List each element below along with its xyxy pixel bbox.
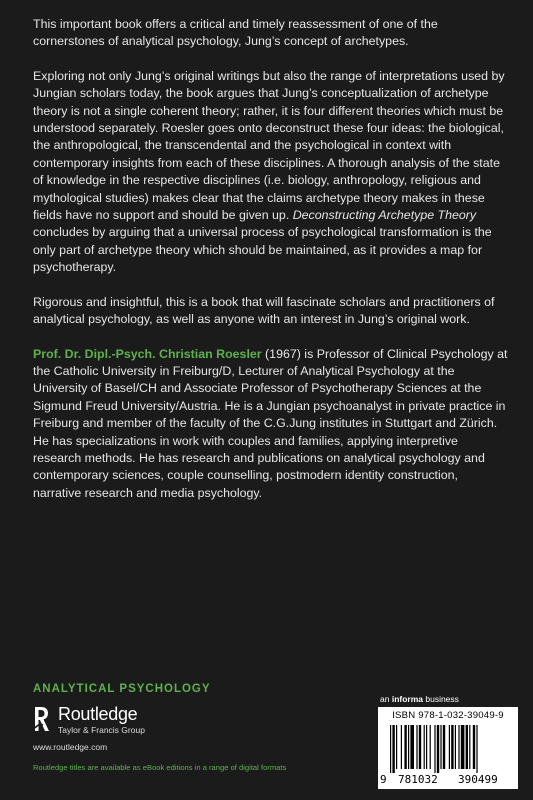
author-bio <box>33 346 508 503</box>
author-bio-text: (1967) is Professor of Clinical Psychology at the Catholic University in Freiburg/D, Lecturer of Analytical Psychology at the University of Basel/CH and Associate Professor of Psychotherapy Sciences at the Sigmund Freud University/Austria. He is a Jungian psychoanalyst in private practice in Freiburg and member of the faculty of the C.G.Jung institutes in Stuttgart and Zürich. He has specializations in work with couples and families, applying interpretive research methods. He has research and publications on analytical psychology and contemporary sciences, couple counselling, postmodern identity construction, narrative research and media psychology. <box>33 346 508 500</box>
publisher-website: www.routledge.com <box>33 742 108 752</box>
series-name: ANALYTICAL PSYCHOLOGY <box>33 683 211 695</box>
barcode-bar <box>430 725 431 769</box>
barcode-bar <box>410 725 414 769</box>
barcode-bar <box>466 725 468 769</box>
barcode-bar <box>473 725 475 769</box>
informa-name: informa <box>391 694 423 704</box>
barcode-bar <box>396 725 397 769</box>
isbn-barcode <box>378 707 518 789</box>
blurb-paragraph-3: Rigorous and insightful, this is a book that will fascinate scholars and practitioners of analytical psychology, as well as anyone with an interest in Jung’s original work. <box>33 294 495 327</box>
informa-suffix: business <box>423 694 459 704</box>
barcode-bar <box>476 725 477 773</box>
barcode-bar <box>437 725 439 773</box>
back-cover-blurb <box>33 16 508 519</box>
barcode-bar <box>426 725 427 769</box>
barcode-bar <box>416 725 417 769</box>
barcode-bar <box>401 725 402 769</box>
informa-prefix: an <box>380 694 392 704</box>
routledge-r-logo-icon <box>33 706 51 732</box>
publisher-group: Taylor & Francis Group <box>58 725 145 735</box>
blurb-paragraph-2-end: concludes by arguing that a universal process of psychological transformation is the only part of archetype theory which should be maintained, as it provides a map for psychotherapy. <box>33 225 492 275</box>
barcode-bar <box>392 725 394 773</box>
publisher-logo <box>33 702 173 742</box>
blurb-paragraph-2-text: Exploring not only Jung’s original writings but also the range of interpretations used by Jungian scholars today, the book argues that Jung’s conceptualization of archetype theory is not a single coherent theory; rather, it is four different theories which must be understood separately. Roesler goes onto deconstruct these four ideas: the biological, the anthropological, the transcendental and the psychological in context with contemporary insights from each of these disciplines. A thorough analysis of the state of knowledge in the respective disciplines (i.e. biology, anthropology, religious and mythological studies) makes clear that the claims archetype theory makes in these fields have no support and should be given up. <box>33 68 505 223</box>
barcode-bar <box>458 725 459 769</box>
barcode-bar <box>455 725 456 769</box>
author-name: Prof. Dr. Dipl.-Psych. Christian Roesler <box>33 346 262 361</box>
barcode-bar <box>434 725 435 773</box>
barcode-digits-right: 390499 <box>458 773 498 786</box>
barcode-bar <box>404 725 406 769</box>
barcode-bar <box>419 725 421 769</box>
barcode-bar <box>390 725 391 773</box>
barcode-digits-left: 781032 <box>398 773 438 786</box>
barcode-bar <box>461 725 465 769</box>
informa-business-tag <box>380 694 459 704</box>
barcode-bars <box>390 725 514 773</box>
barcode-bar <box>408 725 409 769</box>
publisher-name: Routledge <box>58 704 138 724</box>
barcode-bar <box>443 725 445 769</box>
barcode-digits <box>378 773 518 787</box>
barcode-bar <box>449 725 450 769</box>
barcode-digit-first: 9 <box>380 773 387 786</box>
barcode-bar <box>469 725 470 769</box>
book-title-italic: Deconstructing Archetype Theory <box>292 208 477 223</box>
barcode-bar <box>440 725 441 769</box>
barcode-bar <box>451 725 453 769</box>
blurb-paragraph-1: This important book offers a critical and timely reassessment of one of the cornerstones of analytical psychology, Jung’s concept of archetypes. <box>33 17 438 49</box>
blurb-paragraph-2 <box>33 68 508 277</box>
ebook-availability-note: Routledge titles are available as eBook editions in a range of digital formats <box>33 763 287 772</box>
barcode-bar <box>424 725 425 769</box>
isbn-number: ISBN 978-1-032-39049-9 <box>392 710 504 721</box>
